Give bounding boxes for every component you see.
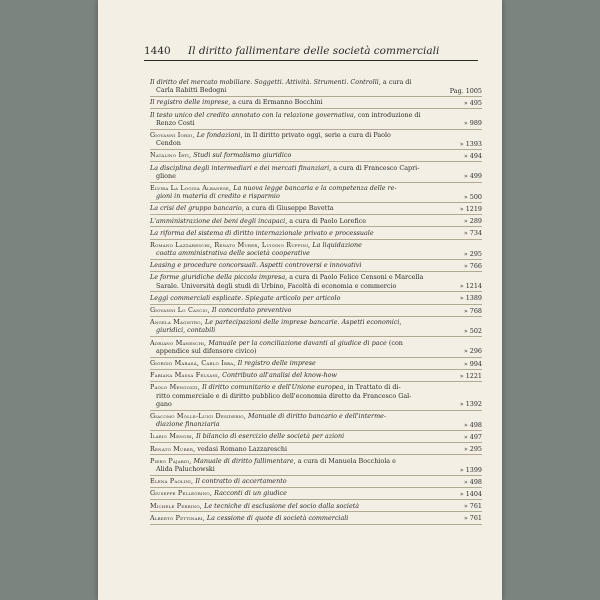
- bibliography-entry: [150, 164, 482, 183]
- entry-title: La nuova legge bancaria e la competenza delle re-: [231, 183, 397, 192]
- entry-page-number: Pag. 1005: [449, 86, 482, 95]
- bibliography-list: [150, 78, 482, 526]
- entry-author: Paolo Mengozzi,: [150, 383, 201, 392]
- entry-title: Il diritto del mercato mobiliare. Soggetti. Attività. Strumenti. Controlli,: [150, 78, 381, 86]
- entry-page-number: » 502: [463, 327, 482, 336]
- bibliography-entry: [150, 294, 482, 305]
- entry-page-number: » 1404: [459, 489, 482, 498]
- entry-title: La cessione di quote di società commerciali: [204, 513, 349, 522]
- bibliography-entry: [150, 261, 482, 272]
- entry-title: Manuale per la conciliazione davanti al giudice di pace: [206, 338, 387, 347]
- entry-author: Giuseppe Pellegrino,: [150, 489, 213, 498]
- bibliography-entry: [150, 359, 482, 370]
- entry-title: Le partecipazioni delle imprese bancarie. Aspetti economici,: [202, 318, 402, 327]
- entry-title: Il testo unico del credito annotato con la relazione governativa,: [150, 110, 356, 119]
- entry-author: Romano Lazzareschi, Renato Murer, Luigino Ruffini,: [150, 240, 311, 249]
- entry-continuation: Alida Paluchowski: [156, 464, 215, 473]
- entry-continuation: diazione finanziaria: [156, 420, 220, 429]
- entry-page-number: » 1392: [459, 400, 482, 409]
- bibliography-entry: [150, 111, 482, 130]
- entry-details: a cura di Giuseppe Bavetta: [243, 204, 334, 213]
- bibliography-entry: [150, 489, 482, 500]
- entry-continuation: coatta amministrativa delle società cooperative: [156, 249, 310, 258]
- entry-title: Studi sul formalismo giuridico: [191, 151, 292, 160]
- entry-page-number: » 295: [463, 249, 482, 258]
- running-title: Il diritto fallimentare delle società commerciali: [188, 45, 440, 57]
- bibliography-entry: [150, 432, 482, 443]
- entry-page-number: » 289: [463, 217, 482, 226]
- entry-details: a cura di Francesco Capri-: [331, 163, 420, 172]
- bibliography-entry: [150, 514, 482, 525]
- entry-details: a cura di Paolo Felice Censoni e Marcella: [287, 273, 424, 282]
- bibliography-entry: [150, 131, 482, 150]
- entry-author: Giovanni Iorio,: [150, 130, 195, 139]
- entry-details: , in Trattato di di-: [343, 383, 401, 392]
- entry-page-number: » 1393: [459, 139, 482, 148]
- entry-details: a cura di: [380, 78, 412, 86]
- bibliography-entry: [150, 78, 482, 97]
- entry-details: vedasi Romano Lazzareschi: [195, 444, 288, 453]
- entry-page-number: » 1219: [459, 204, 482, 213]
- entry-title: La disciplina degli intermediari e dei mercati finanziari,: [150, 163, 332, 172]
- entry-author: Angela Magistro,: [150, 318, 203, 327]
- entry-title: Racconti di un giudice: [212, 489, 287, 498]
- entry-title: Le forme giuridiche della piccola impresa,: [150, 273, 288, 282]
- entry-title: Il registro delle imprese,: [150, 98, 231, 107]
- entry-title: Contributo all'analisi del know-how: [220, 371, 337, 380]
- entry-page-number: » 494: [463, 151, 482, 160]
- bibliography-entry: [150, 229, 482, 240]
- entry-page-number: » 295: [463, 445, 482, 454]
- entry-title: Il registro delle imprese: [235, 359, 316, 368]
- entry-author: Fabiana Massa Felsani,: [150, 371, 221, 380]
- entry-continuation: Sarale. Università degli studi di Urbino, Facoltà di economia e commercio: [156, 281, 397, 290]
- entry-page-number: » 1214: [459, 282, 482, 291]
- entry-page-number: » 498: [463, 477, 482, 486]
- entry-author: Giacomo Molle-Luigi Desiderio,: [150, 411, 246, 420]
- bibliography-entry: [150, 445, 482, 456]
- entry-title: La riforma del sistema di diritto internazionale privato e processuale: [150, 228, 374, 237]
- entry-details: (con: [386, 338, 403, 347]
- entry-details: , in Il diritto privato oggi, serie a cura di Paolo: [240, 130, 391, 139]
- entry-page-number: » 761: [463, 514, 482, 523]
- bibliography-entry: [150, 318, 482, 337]
- bibliography-entry: [150, 457, 482, 476]
- entry-details: , a cura di Manuela Bocchiola e: [293, 456, 396, 465]
- bibliography-entry: [150, 204, 482, 215]
- entry-continuation: giuridici, contabili: [156, 326, 216, 335]
- entry-details: con introduzione di: [355, 110, 421, 119]
- entry-title: Manuale di diritto fallimentare: [191, 456, 294, 465]
- entry-author: Piero Pajardi,: [150, 456, 192, 465]
- entry-title: Le fondazioni: [194, 130, 241, 139]
- entry-page-number: » 761: [463, 502, 482, 511]
- entry-page-number: » 1399: [459, 465, 482, 474]
- entry-title: Il diritto comunitario e dell'Unione europea: [200, 383, 344, 392]
- entry-page-number: » 994: [463, 359, 482, 368]
- entry-author: Ilario Menghi,: [150, 432, 195, 441]
- bibliography-entry: [150, 241, 482, 260]
- entry-continuation: glione: [156, 171, 176, 180]
- entry-title: La crisi del gruppo bancario,: [150, 204, 244, 213]
- entry-continuation: Cendon: [156, 139, 181, 148]
- entry-page-number: » 499: [463, 172, 482, 181]
- entry-title: Il concordato preventivo: [209, 306, 292, 315]
- entry-continuation: Renzo Costi: [156, 118, 195, 127]
- bibliography-entry: [150, 184, 482, 203]
- entry-author: Giovanni Lo Cascio,: [150, 306, 210, 315]
- entry-title: Le tecniche di esclusione del socio dalla società: [202, 501, 360, 510]
- entry-continuation: gano: [156, 399, 172, 408]
- entry-title: L'amministrazione dei beni degli incapaci,: [150, 216, 288, 225]
- entry-details: a cura di Ermanno Bocchini: [230, 98, 323, 107]
- entry-title: Leggi commerciali esplicate. Spiegate articolo per articolo: [150, 293, 341, 302]
- entry-author: Renato Murer,: [150, 444, 196, 453]
- entry-title: Il bilancio di esercizio delle società per azioni: [194, 432, 345, 441]
- entry-page-number: » 989: [463, 119, 482, 128]
- entry-continuation: appendice sul difensore civico): [156, 346, 257, 355]
- bibliography-entry: [150, 217, 482, 228]
- bibliography-entry: [150, 339, 482, 358]
- entry-page-number: » 495: [463, 98, 482, 107]
- entry-continuation: ritto commerciale e di diritto pubblico dell'economia diretto da Francesco Gal-: [156, 391, 412, 400]
- entry-page-number: » 768: [463, 306, 482, 315]
- book-page: [98, 0, 502, 600]
- entry-page-number: » 1389: [459, 294, 482, 303]
- bibliography-entry: [150, 306, 482, 317]
- entry-title: Il contratto di accertamento: [193, 477, 287, 486]
- entry-author: Elvira La Loggia Albanese,: [150, 183, 232, 192]
- bibliography-entry: [150, 412, 482, 431]
- page-header: [144, 40, 478, 61]
- page-number: 1440: [144, 45, 171, 57]
- bibliography-entry: [150, 98, 482, 109]
- entry-author: Michele Perrino,: [150, 501, 203, 510]
- entry-author: Natalino Irti,: [150, 151, 192, 160]
- bibliography-entry: [150, 502, 482, 513]
- entry-author: Giorgio Marasà, Carlo Ibba,: [150, 359, 236, 368]
- bibliography-entry: [150, 273, 482, 292]
- entry-title: La liquidazione: [310, 240, 362, 249]
- entry-page-number: » 498: [463, 420, 482, 429]
- entry-page-number: » 1221: [459, 371, 482, 380]
- entry-continuation: Carla Rabitti Bedogni: [156, 86, 227, 95]
- entry-continuation: gioni in materia di credito e risparmio: [156, 192, 280, 201]
- entry-page-number: » 766: [463, 261, 482, 270]
- entry-author: Adriano Maneschi,: [150, 338, 207, 347]
- entry-title: Leasing e procedure concorsuali. Aspetti controversi e innovativi: [150, 261, 362, 270]
- bibliography-entry: [150, 151, 482, 162]
- entry-author: Elena Paolini,: [150, 477, 194, 486]
- entry-page-number: » 500: [463, 192, 482, 201]
- entry-page-number: » 734: [463, 229, 482, 238]
- entry-title: Manuale di diritto bancario e dell'interme-: [245, 411, 387, 420]
- bibliography-entry: [150, 371, 482, 382]
- entry-page-number: » 296: [463, 347, 482, 356]
- bibliography-entry: [150, 383, 482, 410]
- entry-details: a cura di Paolo Lorefice: [287, 216, 367, 225]
- entry-author: Alberto Pettinari,: [150, 513, 205, 522]
- bibliography-entry: [150, 477, 482, 488]
- entry-page-number: » 497: [463, 432, 482, 441]
